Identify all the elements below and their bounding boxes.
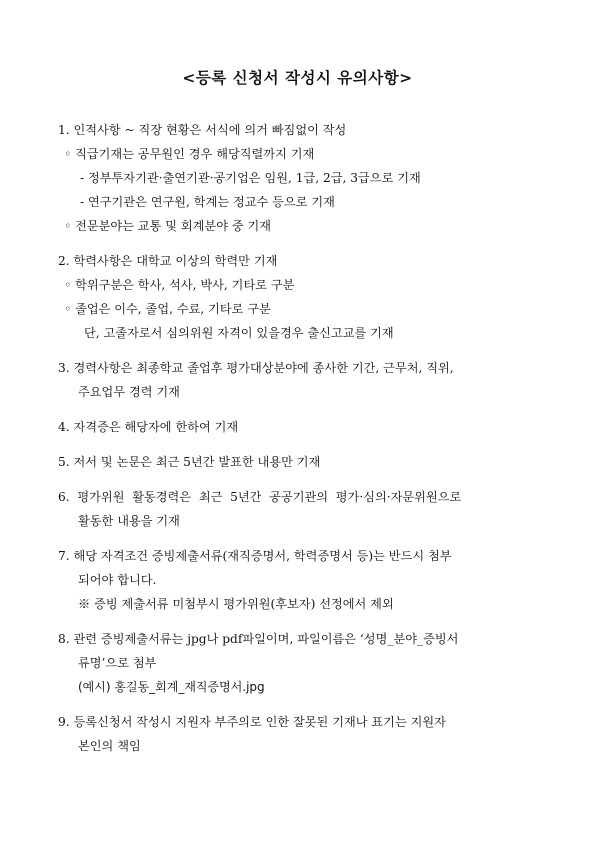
notice-item-4 [58, 415, 548, 439]
item-1-sub-research: - 연구기관은 연구원, 학계는 정교수 등으로 기재 [80, 195, 335, 209]
item-8-heading: 8. 관련 증빙제출서류는 jpg나 pdf파일이며, 파일이름은 ‘성명_분야_증빙서 [58, 632, 459, 646]
item-2-heading: 2. 학력사항은 대학교 이상의 학력만 기재 [58, 254, 278, 268]
notice-item-5 [58, 450, 548, 474]
notice-item-6 [58, 485, 548, 533]
item-7-warning: ※ 증빙 제출서류 미첨부시 평가위원(후보자) 선정에서 제외 [78, 597, 394, 611]
notice-item-7 [58, 544, 548, 616]
item-8-example: (예시) 홍길동_회계_재직증명서.jpg [78, 680, 265, 694]
notice-item-8 [58, 627, 548, 699]
item-4-heading: 4. 자격증은 해당자에 한하여 기재 [58, 420, 239, 434]
item-9-heading: 9. 등록신청서 작성시 지원자 부주의로 인한 잘못된 기재나 표기는 지원자 [58, 715, 446, 729]
item-1-bullet-field: ◦ 전문분야는 교통 및 회계분야 중 기재 [64, 219, 272, 233]
item-7-heading: 7. 해당 자격조건 증빙제출서류(재직증명서, 학력증명서 등)는 반드시 첨부 [58, 549, 452, 563]
page-title: <등록 신청서 작성시 유의사항> [182, 69, 413, 87]
item-8-continuation: 류명’으로 첨부 [78, 656, 157, 670]
item-1-heading: 1. 인적사항 ~ 직장 현황은 서식에 의거 빠짐없이 작성 [58, 123, 347, 137]
notice-item-3 [58, 356, 548, 404]
notice-item-9 [58, 710, 548, 758]
item-6-continuation: 활동한 내용을 기재 [78, 514, 180, 528]
notice-list [58, 118, 548, 769]
item-9-continuation: 본인의 책임 [78, 739, 141, 753]
item-5-heading: 5. 저서 및 논문은 최근 5년간 발표한 내용만 기재 [58, 455, 321, 469]
item-2-bullet-graduation: ◦ 졸업은 이수, 졸업, 수료, 기타로 구분 [64, 302, 271, 316]
notice-item-1 [58, 118, 548, 238]
item-3-continuation: 주요업무 경력 기재 [78, 385, 180, 399]
item-1-bullet-rank: ◦ 직급기재는 공무원인 경우 해당직렬까지 기재 [64, 147, 315, 161]
item-1-sub-gov-agency: - 정부투자기관·출연기관·공기업은 임원, 1급, 2급, 3급으로 기재 [80, 171, 421, 185]
item-7-continuation: 되어야 합니다. [78, 573, 157, 587]
item-6-heading: 6. 평가위원 활동경력은 최근 5년간 공공기관의 평가·심의·자문위원으로 [58, 490, 462, 504]
item-3-heading: 3. 경력사항은 최종학교 졸업후 평가대상분야에 종사한 기간, 근무처, 직위, [58, 361, 454, 375]
notice-item-2 [58, 249, 548, 345]
item-2-note: 단, 고졸자로서 심의위원 자격이 있을경우 출신고교를 기재 [84, 326, 394, 340]
item-2-bullet-degree: ◦ 학위구분은 학사, 석사, 박사, 기타로 구분 [64, 278, 295, 292]
